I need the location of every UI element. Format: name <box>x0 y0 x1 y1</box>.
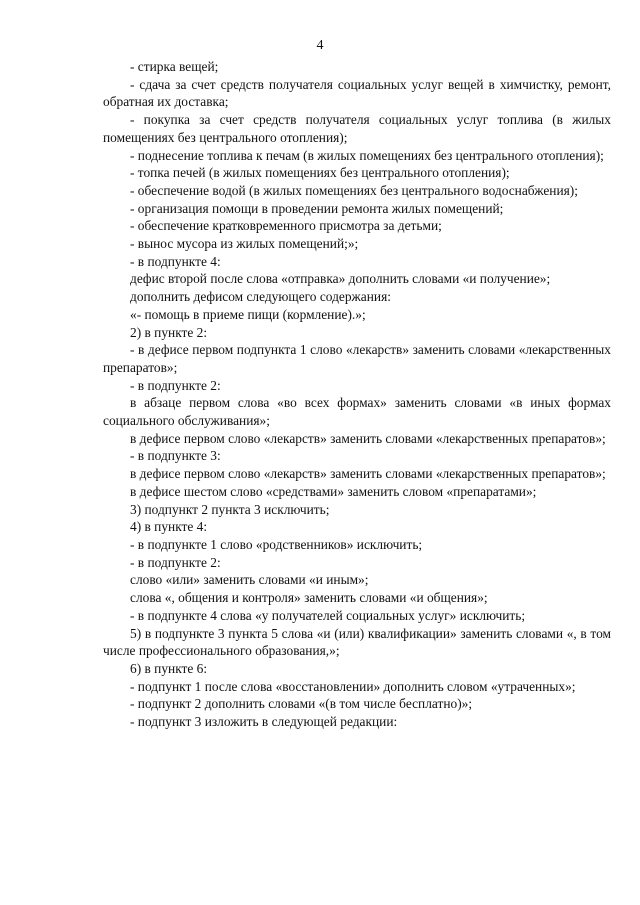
paragraph: 4) в пункте 4: <box>130 519 208 535</box>
paragraph: в дефисе первом слово «лекарств» заменить словами «лекарственных препаратов»; <box>130 466 606 482</box>
paragraph: в дефисе первом слово «лекарств» заменить словами «лекарственных препаратов»; <box>130 430 606 446</box>
paragraph: - подпункт 2 дополнить словами «(в том числе бесплатно)»; <box>130 696 473 712</box>
paragraph: дополнить дефисом следующего содержания: <box>130 289 391 305</box>
paragraph: - в подпункте 2: <box>130 554 221 570</box>
paragraph: - топка печей (в жилых помещениях без центрального отопления); <box>130 165 510 181</box>
paragraph: - в подпункте 4 слова «у получателей социальных услуг» исключить; <box>130 607 526 623</box>
paragraph: - обеспечение кратковременного присмотра за детьми; <box>130 218 442 234</box>
paragraph: - в подпункте 2: <box>130 377 221 393</box>
paragraph: слова «, общения и контроля» заменить словами «и общения»; <box>130 590 488 606</box>
paragraph: в дефисе шестом слово «средствами» заменить словом «препаратами»; <box>130 483 537 499</box>
paragraph: 6) в пункте 6: <box>130 660 208 676</box>
page-number: 4 <box>316 38 324 53</box>
paragraph: - вынос мусора из жилых помещений;»; <box>130 236 359 252</box>
paragraph: в абзаце первом слова «во всех формах» заменить словами «в иных формах социального обслуживания»; <box>103 395 611 429</box>
paragraph: - поднесение топлива к печам (в жилых помещениях без центрального отопления); <box>130 147 604 163</box>
paragraph: 5) в подпункте 3 пункта 5 слова «и (или) квалификации» заменить словами «, в том числе профессионального образования,»; <box>103 625 611 659</box>
paragraph: 3) подпункт 2 пункта 3 исключить; <box>130 501 330 517</box>
paragraph: - стирка вещей; <box>130 59 219 74</box>
paragraph: дефис второй после слова «отправка» дополнить словами «и получение»; <box>130 271 551 287</box>
paragraph: - подпункт 1 после слова «восстановлении» дополнить словом «утраченных»; <box>130 678 576 694</box>
paragraph: - в подпункте 4: <box>130 253 221 269</box>
paragraph: - покупка за счет средств получателя социальных услуг топлива (в жилых помещениях без центрального отопления); <box>103 112 611 145</box>
paragraph: - в подпункте 3: <box>130 448 221 464</box>
paragraph: «- помощь в приеме пищи (кормление).»; <box>130 306 366 322</box>
paragraph: - сдача за счет средств получателя социальных услуг вещей в химчистку, ремонт, обратная их доставка; <box>103 76 611 110</box>
document-body <box>103 58 611 731</box>
paragraph: - организация помощи в проведении ремонта жилых помещений; <box>130 200 504 216</box>
paragraph: - обеспечение водой (в жилых помещениях без центрального водоснабжения); <box>130 182 578 198</box>
paragraph: - подпункт 3 изложить в следующей редакции: <box>130 714 398 730</box>
paragraph: 2) в пункте 2: <box>130 324 208 340</box>
paragraph: - в дефисе первом подпункта 1 слово «лекарств» заменить словами «лекарственных препаратов»; <box>103 342 611 375</box>
paragraph: слово «или» заменить словами «и иным»; <box>130 572 369 588</box>
paragraph: - в подпункте 1 слово «родственников» исключить; <box>130 536 423 552</box>
